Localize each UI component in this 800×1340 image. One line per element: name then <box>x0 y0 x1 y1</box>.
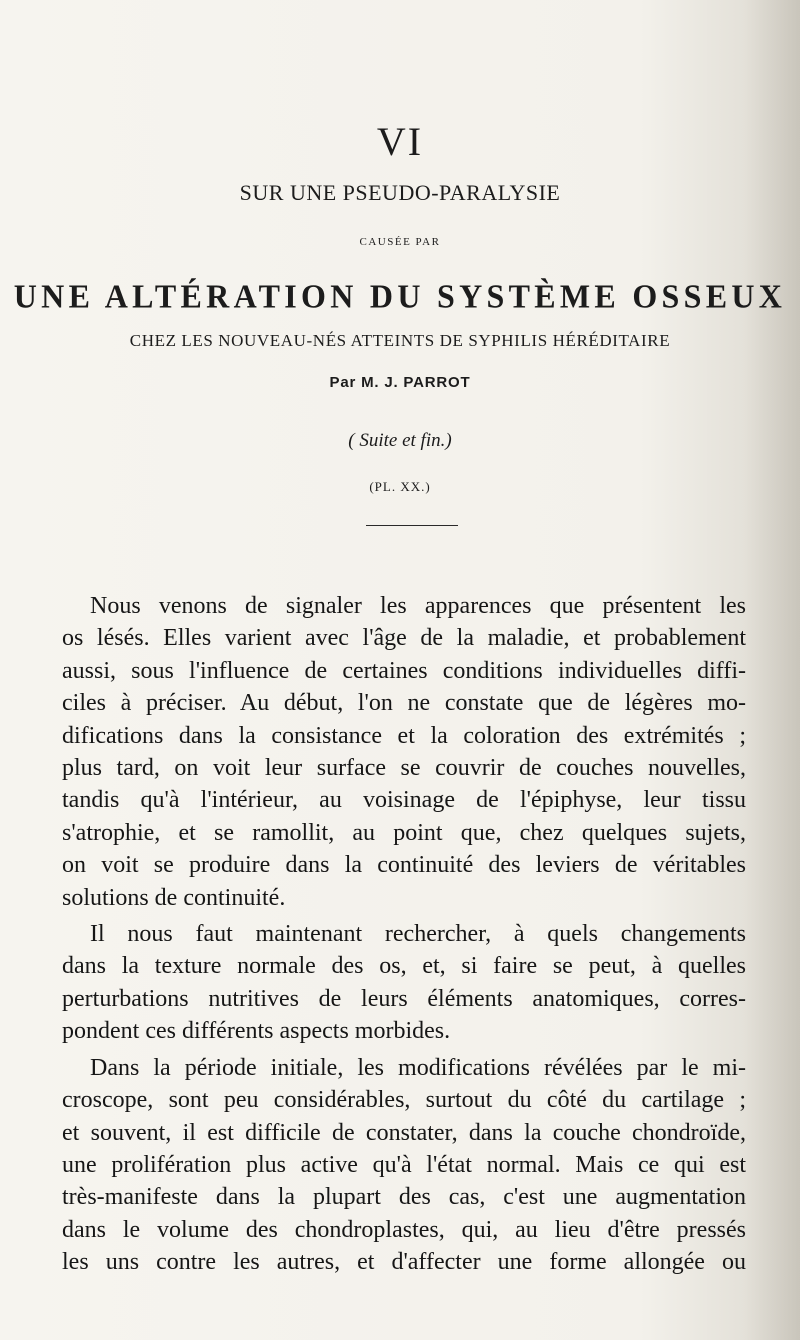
text-line: Dans la période initiale, les modifications révélées par le mi- <box>90 1054 746 1081</box>
text-line: dans le volume des chondroplastes, qui, au lieu d'être pressés <box>62 1216 746 1243</box>
text-line: s'atrophie, et se ramollit, au point que, chez quelques sujets, <box>62 819 746 846</box>
paragraph <box>62 918 746 1048</box>
text-line: Nous venons de signaler les apparences que présentent les <box>90 593 746 619</box>
text-line: et souvent, il est difficile de constater, dans la couche chondroïde, <box>62 1119 746 1146</box>
text-line: os lésés. Elles varient avec l'âge de la maladie, et probablement <box>62 625 746 652</box>
text-line: une prolifération plus active qu'à l'état normal. Mais ce qui est <box>62 1151 746 1178</box>
text-line: les uns contre les autres, et d'affecter une forme allongée ou <box>62 1249 746 1276</box>
text-line: dans la texture normale des os, et, si faire se peut, à quelles <box>62 953 746 980</box>
text-line: tandis qu'à l'intérieur, au voisinage de l'épiphyse, leur tissu <box>62 787 746 814</box>
text-line: Il nous faut maintenant rechercher, à quels changements <box>90 921 746 948</box>
body-text <box>62 590 746 1279</box>
text-line: solutions de continuité. <box>62 884 286 911</box>
title-line-1: SUR UNE PSEUDO-PARALYSIE <box>239 180 561 205</box>
text-line: perturbations nutritives de leurs éléments anatomiques, corres- <box>62 985 746 1012</box>
plate-reference: (PL. XX.) <box>369 479 431 494</box>
text-line: pondent ces différents aspects morbides. <box>62 1018 451 1045</box>
text-line: aussi, sous l'influence de certaines conditions individuelles diffi- <box>62 657 746 684</box>
continuation-note: ( Suite et fin.) <box>348 430 452 451</box>
title-line-3: CHEZ LES NOUVEAU-NÉS ATTEINTS DE SYPHILIS HÉRÉDITAIRE <box>129 331 671 350</box>
text-line: croscope, sont peu considérables, surtout du côté du cartilage ; <box>62 1087 746 1114</box>
caused-by-label: CAUSÉE PAR <box>359 236 441 248</box>
text-line: difications dans la consistance et la coloration des extrémités ; <box>62 722 746 749</box>
paragraph <box>62 590 746 914</box>
author-byline: Par M. J. PARROT <box>329 374 471 391</box>
text-line: ciles à préciser. Au début, l'on ne constate que de légères mo- <box>62 690 746 717</box>
text-line: très-manifeste dans la plupart des cas, c'est une augmentation <box>62 1184 746 1211</box>
title-divider <box>366 525 458 526</box>
main-title: UNE ALTÉRATION DU SYSTÈME OSSEUX <box>13 277 787 315</box>
text-line: plus tard, on voit leur surface se couvrir de couches nouvelles, <box>62 755 746 782</box>
chapter-number: VI <box>376 119 424 164</box>
text-line: on voit se produire dans la continuité des leviers de véritables <box>62 852 746 879</box>
paragraph <box>62 1052 746 1279</box>
